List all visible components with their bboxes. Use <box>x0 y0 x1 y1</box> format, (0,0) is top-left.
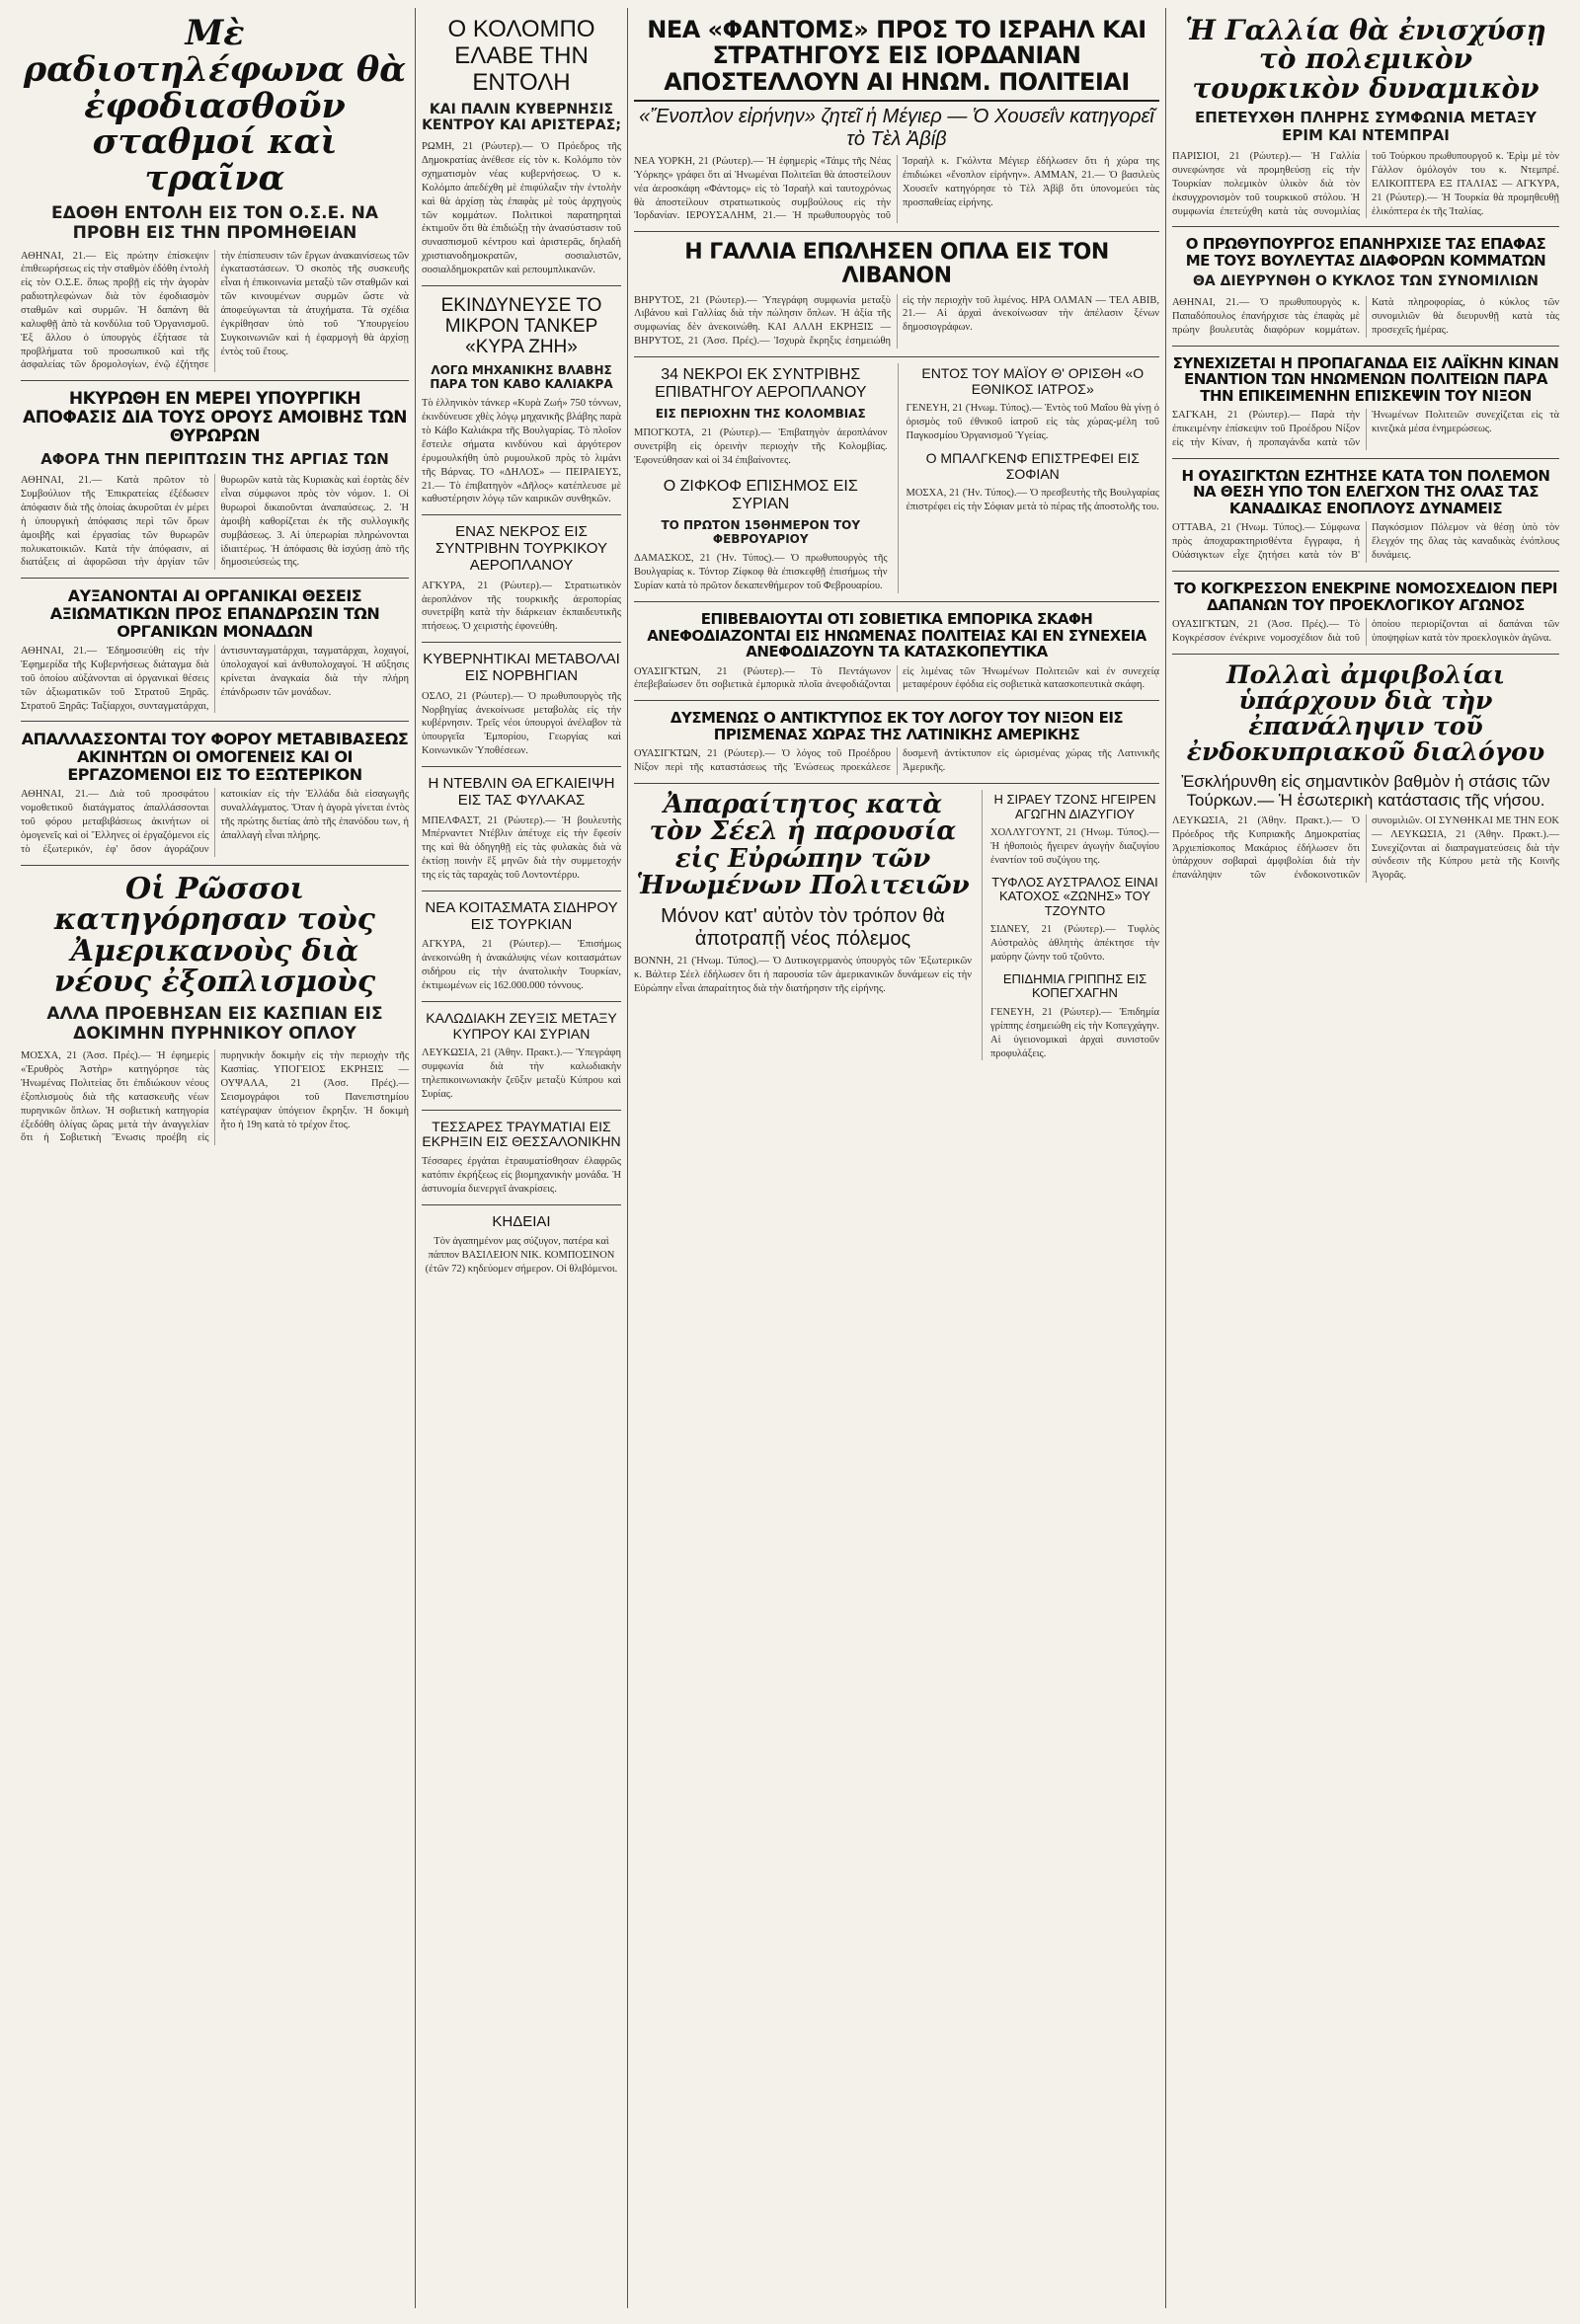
headline: ΤΕΣΣΑΡΕΣ ΤΡΑΥΜΑΤΙΑΙ ΕΙΣ ΕΚΡΗΞΙΝ ΕΙΣ ΘΕΣΣΑΛΟΝΙΚΗΝ <box>422 1118 621 1150</box>
headline: 34 ΝΕΚΡΟΙ ΕΚ ΣΥΝΤΡΙΒΗΣ ΕΠΙΒΑΤΗΓΟΥ ΑΕΡΟΠΛΑΝΟΥ <box>655 366 867 401</box>
article-body: ΑΘΗΝΑΙ, 21.— Ἐδημοσιεύθη εἰς τὴν Ἐφημερίδα τῆς Κυβερνήσεως διάταγμα διὰ τοῦ ὁποίου αὐξάνονται αἱ ὀργανικαὶ θέσεις τῶν ἀξιωματικῶν τοῦ Στρατοῦ Ξηρᾶς. Στρατοῦ Ξηρᾶς: Ταξίαρχοι, συνταγματάρχαι, ἀντισυνταγματάρχαι, ταγματάρχαι, λοχαγοί, ὑπολοχαγοί καὶ ἀνθυπολοχαγοί. Ἡ αὔξησις κρίνεται ἀναγκαία διὰ τὴν πλήρη ἐπάνδρωσιν τῶν μονάδων. <box>21 646 409 712</box>
article-body: ΔΑΜΑΣΚΟΣ, 21 (Ἡν. Τύπος).— Ὁ πρωθυπουργὸς τῆς Βουλγαρίας κ. Τόντορ Ζίφκοφ θὰ ἐπισκεφθῇ ἐπισήμως τὴν Συρίαν κατὰ τὸ πρῶτον δεκαπενθήμερον τοῦ Φεβρουαρίου. <box>634 553 888 592</box>
subheadline: Ἐσκλήρυνθη εἰς σημαντικὸν βαθμὸν ἡ στάσις τῶν Τούρκων.— Ἡ ἐσωτερικὴ κατάστασις τῆς νήσου. <box>1181 771 1550 810</box>
article-colombia-crash <box>634 363 888 593</box>
article-property-tax <box>21 722 409 865</box>
article-phantoms <box>634 8 1159 232</box>
headline: ΑΠΑΛΛΑΣΣΟΝΤΑΙ ΤΟΥ ΦΟΡΟΥ ΜΕΤΑΒΙΒΑΣΕΩΣ ΑΚΙΝΗΤΩΝ ΟΙ ΟΜΟΓΕΝΕΙΣ ΚΑΙ ΟΙ ΕΡΓΑΖΟΜΕΝΟΙ ΕΙΣ ΤΟ ΕΞΩΤΕΡΙΚΟΝ <box>21 730 409 784</box>
article-body: ΧΟΛΛΥΓΟΥΝΤ, 21 (Ἡνωμ. Τύπος).— Ἡ ἠθοποιὸς ἤγειρεν ἀγωγὴν διαζυγίου ἐναντίον τοῦ συζύγου της. <box>990 827 1159 866</box>
subheadline: ΚΑΙ ΠΑΛΙΝ ΚΥΒΕΡΝΗΣΙΣ ΚΕΝΤΡΟΥ ΚΑΙ ΑΡΙΣΤΕΡΑΣ; <box>422 101 621 134</box>
article-briefs-2 <box>982 790 1159 1060</box>
article-pm-contacts <box>1172 227 1559 346</box>
article-iron <box>422 891 621 1002</box>
article-body: ΣΙΔΝΕΥ, 21 (Ρώυτερ).— Τυφλὸς Αὐστραλὸς ἀθλητὴς ἀπέκτησε τὴν μαύρην ζώνην τοῦ τζοῦντο. <box>990 924 1159 963</box>
headline: ΗΚΥΡΩΘΗ ΕΝ ΜΕΡΕΙ ΥΠΟΥΡΓΙΚΗ ΑΠΟΦΑΣΙΣ ΔΙΑ ΤΟΥΣ ΟΡΟΥΣ ΑΜΟΙΒΗΣ ΤΩΝ ΘΥΡΩΡΩΝ <box>23 389 407 446</box>
article-france-turkey <box>1172 8 1559 227</box>
subheadline: ΑΛΛΑ ΠΡΟΕΒΗΣΑΝ ΕΙΣ ΚΑΣΠΙΑΝ ΕΙΣ ΔΟΚΙΜΗΝ ΠΥΡΗΝΙΚΟΥ ΟΠΛΟΥ <box>46 1003 383 1044</box>
article-body: ΒΗΡΥΤΟΣ, 21 (Ρώυτερ).— Ὑπεγράφη συμφωνία μεταξὺ Λιβάνου καὶ Γαλλίας διὰ τὴν πώλησιν ὅπλων. Ἡ ἀξία τῆς συμφωνίας δὲν ἀνεκοινώθη. ΚΑΙ ΑΛΛΗ ΕΚΡΗΞΙΣ — ΒΗΡΥΤΟΣ, 21 (Ἀσσ. Πρές).— Ἰσχυρὰ ἔκρηξις ἐσημειώθη εἰς τὴν περιοχὴν τοῦ λιμένος. ΗΡΑ ΟΛΜΑΝ — ΤΕΛ ΑΒΙΒ, 21.— Αἱ ἀρχαὶ ἀνεκοίνωσαν τὴν ἀπέλασιν ξένων δημοσιογράφων. <box>634 294 1159 348</box>
article-norway <box>422 643 621 767</box>
headline: Η ΣΙΡΑΕΥ ΤΖΟΝΣ ΗΓΕΙΡΕΝ ΑΓΩΓΗΝ ΔΙΑΖΥΓΙΟΥ <box>993 791 1156 821</box>
subheadline: ΘΑ ΔΙΕΥΡΥΝΘΗ Ο ΚΥΚΛΟΣ ΤΩΝ ΣΥΝΟΜΙΛΙΩΝ <box>1193 273 1539 290</box>
article-cable <box>422 1002 621 1111</box>
headline: Ο ΜΠΑΛΓΚΕΝΦ ΕΠΙΣΤΡΕΦΕΙ ΕΙΣ ΣΟΦΙΑΝ <box>925 449 1140 482</box>
headline: ΕΠΙΒΕΒΑΙΟΥΤΑΙ ΟΤΙ ΣΟΒΙΕΤΙΚΑ ΕΜΠΟΡΙΚΑ ΣΚΑΦΗ ΑΝΕΦΟΔΙΑΖΟΝΤΑΙ ΕΙΣ ΗΝΩΜΕΝΑΣ ΠΟΛΙΤΕΙΑΣ ΚΑΙ ΕΝ ΣΥΝΕΧΕΙΑ ΑΝΕΦΟΔΙΑΖΟΥΝ ΤΑ ΚΑΤΑΣΚΟΠΕΥΤΙΚΑ <box>647 610 1146 661</box>
headline: ΕΚΙΝΔΥΝΕΥΣΕ ΤΟ ΜΙΚΡΟΝ ΤΑΝΚΕΡ «ΚΥΡΑ ΖΗΗ» <box>440 294 602 358</box>
article-doormen <box>21 381 409 579</box>
article-body: Τὸ ἑλληνικὸν τάνκερ «Κυρὰ Ζωή» 750 τόννων, ἐκινδύνευσε χθὲς λόγῳ μηχανικῆς βλάβης παρὰ τὸ Κάβο Καλιάκρα τῆς Βουλγαρίας. Τὸ πλοῖον ἔστειλε σήματα κινδύνου καὶ ἀργότερον ἐρυμουλκήθη ὑπὸ ρυμουλκοῦ πρὸς τὸ λιμάνι τῆς Βάρνας. ΤΟ «ΔΗΛΟΣ» — ΠΕΙΡΑΙΕΥΣ, 21.— Τὸ ἐπιβατηγὸν «Δῆλος» κατέπλευσε μὲ καθυστέρησιν λόγῳ τῶν καιρικῶν συνθηκῶν. <box>422 398 621 505</box>
article-body: ΛΕΥΚΩΣΙΑ, 21 (Ἀθην. Πρακτ.).— Ὁ Πρόεδρος τῆς Κυπριακῆς Δημοκρατίας Ἀρχιεπίσκοπος Μακάριος ἐδήλωσεν ὅτι ὑπάρχουν σοβαραὶ ἀμφιβολίαι διὰ τὴν ἐπανάληψιν τῶν ἐνδοκοινοτικῶν συνομιλιῶν. ΟΙ ΣΥΝΘΗΚΑΙ ΜΕ ΤΗΝ ΕΟΚ — ΛΕΥΚΩΣΙΑ, 21 (Ἀθην. Πρακτ.).— Συνεχίζονται αἱ διαπραγματεύσεις διὰ τὴν σύνδεσιν τῆς Κύπρου μετὰ τῆς Κοινῆς Ἀγορᾶς. <box>1172 814 1559 882</box>
article-body: ΑΘΗΝΑΙ, 21.— Διὰ τοῦ προσφάτου νομοθετικοῦ διατάγματος ἀπαλλάσσονται τοῦ φόρου μεταβιβάσεως ἀκινήτων οἱ ὁμογενεῖς καὶ οἱ Ἕλληνες οἱ ἐργαζόμενοι εἰς τὸ ἐξωτερικόν, ἐφ' ὅσον ἀγοράζουν κατοικίαν εἰς τὴν Ἑλλάδα διὰ εἰσαγωγῆς συναλλάγματος. Ὅταν ἡ ἀγορὰ γίνεται ἐντὸς τῆς πρώτης διετίας ἀπὸ τῆς ἐπανόδου των, ἡ ἀπαλλαγὴ εἶναι πλήρης. <box>21 789 409 855</box>
subheadline: ΤΟ ΠΡΩΤΟΝ 15ΘΗΜΕΡΟΝ ΤΟΥ ΦΕΒΡΟΥΑΡΙΟΥ <box>661 517 861 547</box>
subheadline: ΕΠΕΤΕΥΧΘΗ ΠΛΗΡΗΣ ΣΥΜΦΩΝΙΑ ΜΕΤΑΞΥ ΕΡΙΜ ΚΑΙ ΝΤΕΜΠΡΑΙ <box>1194 109 1538 145</box>
newspaper-page <box>15 8 1565 2308</box>
article-colombo <box>422 8 621 286</box>
article-turkish-plane <box>422 515 621 643</box>
article-tanker <box>422 286 621 515</box>
headline: ΕΝΤΟΣ ΤΟΥ ΜΑΪΟΥ Θ' ΟΡΙΣΘΗ «Ο ΕΘΝΙΚΟΣ ΙΑΤΡΟΣ» <box>921 365 1145 397</box>
article-body: ΣΑΓΚΑΗ, 21 (Ρώυτερ).— Παρὰ τὴν ἐπικειμένην ἐπίσκεψιν τοῦ Προέδρου Νίξον εἰς τὴν Κίναν, ἡ προπαγάνδα κατὰ τῶν Ἡνωμένων Πολιτειῶν συνεχίζεται εἰς τὰ κινεζικὰ μέσα ἐνημερώσεως. <box>1172 410 1559 449</box>
article-officers <box>21 579 409 722</box>
article-funerals <box>422 1205 621 1284</box>
headline: ΣΥΝΕΧΙΖΕΤΑΙ Η ΠΡΟΠΑΓΑΝΔΑ ΕΙΣ ΛΑΪΚΗΝ ΚΙΝΑΝ ΕΝΑΝΤΙΟΝ ΤΩΝ ΗΝΩΜΕΝΩΝ ΠΟΛΙΤΕΙΩΝ ΠΑΡΑ ΤΗΝ ΕΠΙΚΕΙΜΕΝΗΝ ΕΠΙΣΚΕΨΙΝ ΤΟΥ ΝΙΞΟΝ <box>1172 353 1559 405</box>
article-canada <box>1172 459 1559 572</box>
headline: Η ΓΑΛΛΙΑ ΕΠΩΛΗΣΕΝ ΟΠΛΑ ΕΙΣ ΤΟΝ ΛΙΒΑΝΟΝ <box>684 240 1109 289</box>
article-congress <box>1172 572 1559 655</box>
headline: ΚΗΔΕΙΑΙ <box>492 1212 551 1230</box>
headline: ΤΥΦΛΟΣ ΑΥΣΤΡΑΛΟΣ ΕΙΝΑΙ ΚΑΤΟΧΟΣ «ΖΩΝΗΣ» ΤΟΥ ΤΖΟΥΝΤΟ <box>991 874 1158 918</box>
headline: ΝΕΑ ΚΟΙΤΑΣΜΑΤΑ ΣΙΔΗΡΟΥ ΕΙΣ ΤΟΥΡΚΙΑΝ <box>425 898 618 933</box>
headline: ΚΑΛΩΔΙΑΚΗ ΖΕΥΞΙΣ ΜΕΤΑΞΥ ΚΥΠΡΟΥ ΚΑΙ ΣΥΡΙΑΝ <box>426 1009 617 1042</box>
article-briefs <box>898 363 1160 593</box>
article-russians <box>21 866 409 1154</box>
subheadline: ΛΟΓΩ ΜΗΧΑΝΙΚΗΣ ΒΛΑΒΗΣ ΠΑΡΑ ΤΟΝ ΚΑΒΟ ΚΑΛΙΑΚΡΑ <box>430 362 613 391</box>
headline: Οἱ Ρῶσσοι κατηγόρησαν τοὺς Ἀμερικανοὺς διὰ νέους ἐξοπλισμοὺς <box>53 871 376 999</box>
article-body: ΛΕΥΚΩΣΙΑ, 21 (Ἀθην. Πρακτ.).— Ὑπεγράφη συμφωνία διὰ τὴν καλωδιακὴν τηλεπικοινωνιακὴν ζεῦξιν μεταξὺ Κύπρου καὶ Συρίας. <box>422 1047 621 1100</box>
headline: Μὲ ραδιοτηλέφωνα θὰ ἐφοδιασθοῦν σταθμοί καὶ τραῖνα <box>23 13 407 198</box>
article-body: ΟΥΑΣΙΓΚΤΩΝ, 21 (Ἀσσ. Πρές).— Τὸ Κογκρέσσον ἐνέκρινε νομοσχέδιον διὰ τοῦ ὁποίου περιορίζονται αἱ δαπάναι τῶν ὑποψηφίων κατὰ τὸν προεκλογικὸν ἀγῶνα. <box>1172 619 1559 644</box>
headline: ΝΕΑ «ΦΑΝΤΟΜΣ» ΠΡΟΣ ΤΟ ΙΣΡΑΗΛ ΚΑΙ ΣΤΡΑΤΗΓΟΥΣ ΕΙΣ ΙΟΡΔΑΝΙΑΝ ΑΠΟΣΤΕΛΛΟΥΝ ΑΙ ΗΝΩΜ. ΠΟΛΙΤΕΙΑΙ <box>647 16 1146 96</box>
article-soviet-ships <box>634 602 1159 701</box>
column-2 <box>415 8 627 2308</box>
article-body: ΠΑΡΙΣΙΟΙ, 21 (Ρώυτερ).— Ἡ Γαλλία συνεφώνησε νὰ προμηθεύσῃ εἰς τὴν Τουρκίαν πολεμικὸν ὑλικὸν διὰ τὸν ἐκσυγχρονισμὸν τοῦ τουρκικοῦ στόλου. Ἡ συμφωνία ἐπετεύχθη κατὰ τὰς συνομιλίας τοῦ Τούρκου πρωθυπουργοῦ κ. Ἐρὶμ μὲ τὸν Γάλλον ὁμόλογόν του κ. Ντεμπρέ. ΕΛΙΚΟΠΤΕΡΑ ΕΞ ΙΤΑΛΙΑΣ — ΑΓΚΥΡΑ, 21 (Ρώυτερ).— Ἡ Τουρκία θὰ προμηθευθῇ ἑλικόπτερα ἐκ τῆς Ἰταλίας. <box>1172 151 1559 217</box>
article-body: ΝΕΑ ΥΟΡΚΗ, 21 (Ρώυτερ).— Ἡ ἐφημερὶς «Τάιμς τῆς Νέας Ὑόρκης» γράφει ὅτι αἱ Ἡνωμέναι Πολιτεῖαι θὰ ἀποστείλουν νέα ἀεροσκάφη «Φάντομς» εἰς τὸ Ἰσραὴλ καὶ ταυτοχρόνως θὰ ἀποστείλουν στρατιωτικοὺς συμβούλους εἰς τὴν Ἰορδανίαν. ΙΕΡΟΥΣΑΛΗΜ, 21.— Ἡ πρωθυπουργὸς τοῦ Ἰσραὴλ κ. Γκόλντα Μέγιερ ἐδήλωσεν ὅτι ἡ χώρα της ἐπιδιώκει «ἔνοπλον εἰρήνην». ΑΜΜΑΝ, 21.— Ὁ βασιλεὺς Χουσεΐν κατηγόρησε τὸ Τὲλ Ἀβὶβ ὅτι ὑπονομεύει τὰς προσπαθείας εἰρήνης. <box>634 155 1159 222</box>
headline: Η ΟΥΑΣΙΓΚΤΩΝ ΕΖΗΤΗΣΕ ΚΑΤΑ ΤΟΝ ΠΟΛΕΜΟΝ ΝΑ ΘΕΣΗ ΥΠΟ ΤΟΝ ΕΛΕΓΧΟΝ ΤΗΣ ΟΛΑΣ ΤΑΣ ΚΑΝΑΔΙΚΑΣ ΕΝΟΠΛΟΥΣ ΔΥΝΑΜΕΙΣ <box>1181 466 1550 517</box>
article-body: ΡΩΜΗ, 21 (Ρώυτερ).— Ὁ Πρόεδρος τῆς Δημοκρατίας ἀνέθεσε εἰς τὸν κ. Κολόμπο τὸν σχηματισμὸν νέας κυβερνήσεως. Ὁ κ. Κολόμπο ἀπεδέχθη μὲ ἐπιφύλαξιν τὴν ἐντολὴν καὶ θὰ ἀρχίσῃ τὰς ἐπαφὰς μὲ τοὺς ἀρχηγοὺς τῶν κομμάτων. Πολιτικοὶ παρατηρηταὶ ἐκτιμοῦν ὅτι θὰ ἐπιδιώξῃ τὴν ἀνασύστασιν τοῦ συνασπισμοῦ κέντρου καὶ ἀριστερᾶς, δηλαδὴ χριστιανοδημοκρατῶν, σοσιαλιστῶν, σοσιαλδημοκρατῶν καὶ ρεπουμπλικανῶν. <box>422 141 621 275</box>
headline: Η ΝΤΕΒΛΙΝ ΘΑ ΕΓΚΑΙΕΙΨΗ ΕΙΣ ΤΑΣ ΦΥΛΑΚΑΣ <box>428 774 615 809</box>
article-nixon-latam <box>634 701 1159 784</box>
article-body: ΟΤΤΑΒΑ, 21 (Ἡνωμ. Τύπος).— Σύμφωνα πρὸς ἀποχαρακτηρισθέντα ἔγγραφα, ἡ Οὐάσιγκτων εἶχε ζητήσει κατὰ τὸν Β' Παγκόσμιον Πόλεμον νὰ θέσῃ ὑπὸ τὸν ἔλεγχόν της ὅλας τὰς καναδικὰς ἐνόπλους δυνάμεις. <box>1172 522 1559 562</box>
article-body: ΑΘΗΝΑΙ, 21.— Κατὰ πρῶτον τὸ Συμβούλιον τῆς Ἐπικρατείας ἐξέδωσεν ἀπόφασιν διὰ τῆς ὁποίας ἀκυροῦται ἐν μέρει ἡ ὑπουργικὴ ἀπόφασις περὶ τῶν ὅρων ἀμοιβῆς καὶ ἐργασίας τῶν θυρωρῶν πολυκατοικιῶν. Κατὰ τὴν ἀπόφασιν, αἱ διατάξεις αἱ ἀφορῶσαι τὴν ἀργίαν τῶν θυρωρῶν κατὰ τὰς Κυριακὰς καὶ ἑορτὰς δὲν εἶναι σύμφωνοι πρὸς τὸν νόμον. 1. Οἱ θυρωροὶ δικαιοῦνται ἀναπαύσεως. 2. Ἡ ἀμοιβὴ καθορίζεται ἐκ τῆς συλλογικῆς συμβάσεως. 3. Αἱ ὑπερωρίαι πληρώνονται ἰδιαιτέρως. Ἡ ἀπόφασις θὰ ἰσχύσῃ ἀπὸ τῆς δημοσιεύσεώς της. <box>21 475 409 569</box>
column-4 <box>1165 8 1565 2308</box>
headline: ΕΝΑΣ ΝΕΚΡΟΣ ΕΙΣ ΣΥΝΤΡΙΒΗΝ ΤΟΥΡΚΙΚΟΥ ΑΕΡΟΠΛΑΝΟΥ <box>434 523 607 574</box>
article-radiotelephones <box>21 8 409 381</box>
subheadline: ΑΦΟΡΑ ΤΗΝ ΠΕΡΙΠΤΩΣΙΝ ΤΗΣ ΑΡΓΙΑΣ ΤΩΝ <box>40 450 389 469</box>
article-body: ΓΕΝΕΥΗ, 21 (Ἡνωμ. Τύπος).— Ἐντὸς τοῦ Μαΐου θὰ γίνῃ ὁ ὁρισμὸς τοῦ ἐθνικοῦ ἰατροῦ εἰς τὰς χώρας-μέλη τοῦ Παγκοσμίου Ὀργανισμοῦ Ὑγείας. <box>906 403 1159 442</box>
article-body: ΒΟΝΝΗ, 21 (Ἡνωμ. Τύπος).— Ὁ Δυτικογερμανὸς ὑπουργὸς τῶν Ἐξωτερικῶν κ. Βάλτερ Σέελ ἐδήλωσεν ὅτι ἡ παρουσία τῶν ἀμερικανικῶν δυνάμεων εἰς τὴν Εὐρώπην εἶναι ἀπαραίτητος διὰ τὴν διατήρησιν τῆς εἰρήνης. <box>634 955 972 994</box>
subheadline: Μόνον κατ' αὐτὸν τὸν τρόπον θὰ ἀποτραπῇ νέος πόλεμος <box>661 905 945 950</box>
article-cyprus <box>1172 655 1559 891</box>
article-body: ΑΘΗΝΑΙ, 21.— Ὁ πρωθυπουργὸς κ. Παπαδόπουλος ἐπανήρχισε τὰς ἐπαφὰς μὲ πρώην βουλευτὰς διαφόρων κομμάτων. Κατὰ πληροφορίας, ὁ κύκλος τῶν συνομιλιῶν θὰ διευρυνθῇ κατὰ τὰς προσεχεῖς ἡμέρας. <box>1172 297 1559 336</box>
headline: ΤΟ ΚΟΓΚΡΕΣΣΟΝ ΕΝΕΚΡΙΝΕ ΝΟΜΟΣΧΕΔΙΟΝ ΠΕΡΙ ΔΑΠΑΝΩΝ ΤΟΥ ΠΡΟΕΚΛΟΓΙΚΟΥ ΑΓΩΝΟΣ <box>1174 580 1557 614</box>
article-france-lebanon <box>634 232 1159 357</box>
headline: ΕΠΙΔΗΜΙΑ ΓΡΙΠΠΗΣ ΕΙΣ ΚΟΠΕΓΧΑΓΗΝ <box>1002 970 1147 1001</box>
column-3 <box>627 8 1165 2308</box>
article-body: Τέσσαρες ἐργάται ἐτραυματίσθησαν ἐλαφρῶς κατόπιν ἐκρήξεως εἰς βιομηχανικὴν μονάδα. Ἡ ἀστυνομία διενεργεῖ ἀνακρίσεις. <box>422 1156 621 1195</box>
subheadline: «Ἔνοπλον εἰρήνην» ζητεῖ ἡ Μέγιερ — Ὁ Χουσεΐν κατηγορεῖ τὸ Τὲλ Ἀβίβ <box>639 106 1154 150</box>
article-body: ΜΟΣΧΑ, 21 (Ἡν. Τύπος).— Ὁ πρεσβευτὴς τῆς Βουλγαρίας ἐπιστρέφει εἰς τὴν Σόφιαν μετὰ τὸ πέρας τῆς ἀποστολῆς του. <box>906 488 1159 513</box>
column-1 <box>15 8 415 2308</box>
article-scheel <box>634 790 972 1060</box>
headline: Ο ΠΡΩΘΥΠΟΥΡΓΟΣ ΕΠΑΝΗΡΧΙΣΕ ΤΑΣ ΕΠΑΦΑΣ ΜΕ ΤΟΥΣ ΒΟΥΛΕΥΤΑΣ ΔΙΑΦΟΡΩΝ ΚΟΜΜΑΤΩΝ <box>1185 235 1546 270</box>
article-row-mixed <box>634 357 1159 602</box>
subheadline: ΕΔΟΘΗ ΕΝΤΟΛΗ ΕΙΣ ΤΟΝ Ο.Σ.Ε. ΝΑ ΠΡΟΒΗ ΕΙΣ ΤΗΝ ΠΡΟΜΗΘΕΙΑΝ <box>50 202 379 244</box>
headline: Ἀπαραίτητος κατὰ τὸν Σέελ ἡ παρουσία εἰς Εὐρώπην τῶν Ἡνωμένων Πολιτειῶν <box>636 789 970 900</box>
article-body: ΟΥΑΣΙΓΚΤΩΝ, 21 (Ρώυτερ).— Ὁ λόγος τοῦ Προέδρου Νίξον περὶ τῆς καταστάσεως τῆς Ἑνώσεως προεκάλεσε δυσμενῆ ἀντίκτυπον εἰς ὡρισμένας χώρας τῆς Λατινικῆς Ἀμερικῆς. <box>634 748 1159 774</box>
article-row-bottom <box>634 784 1159 1068</box>
article-body: ΜΠΟΓΚΟΤΑ, 21 (Ρώυτερ).— Ἐπιβατηγὸν ἀεροπλάνον συνετρίβη εἰς ὀρεινὴν περιοχὴν τῆς Κολομβίας. Ἐφονεύθησαν καὶ οἱ 34 ἐπιβαίνοντες. <box>634 427 888 466</box>
article-body: ΜΠΕΛΦΑΣΤ, 21 (Ρώυτερ).— Ἡ βουλευτὴς Μπέρναντετ Ντέβλιν ἀπέτυχε εἰς τὴν ἔφεσίν της καὶ θὰ ὁδηγηθῇ εἰς τὰς φυλακὰς διὰ νὰ ἐκτίσῃ ποινὴν ἓξ μηνῶν διὰ τὴν συμμετοχήν της εἰς τὰς ταραχὰς τοῦ Λοντοντέρρυ. <box>422 814 621 882</box>
article-body: ΑΓΚΥΡΑ, 21 (Ρώυτερ).— Ἐπισήμως ἀνεκοινώθη ἡ ἀνακάλυψις νέων κοιτασμάτων σιδήρου εἰς τὴν ἀνατολικὴν Τουρκίαν, ἐκτιμωμένων εἰς 162.000.000 τόννους. <box>422 939 621 992</box>
article-body: ΟΥΑΣΙΓΚΤΩΝ, 21 (Ρώυτερ).— Τὸ Πεντάγωνον ἐπεβεβαίωσεν ὅτι σοβιετικὰ ἐμπορικὰ πλοῖα ἀνεφοδιάζονται εἰς λιμένας τῶν Ἡνωμένων Πολιτειῶν καὶ ἐν συνεχείᾳ μεταφέρουν ἐφόδια εἰς σοβιετικὰ κατασκοπευτικὰ σκάφη. <box>634 665 1159 691</box>
article-body: ΟΣΛΟ, 21 (Ρώυτερ).— Ὁ πρωθυπουργὸς τῆς Νορβηγίας ἀνεκοίνωσε μεταβολὰς εἰς τὴν κυβέρνησιν. Τρεῖς νέοι ὑπουργοὶ ἀνέλαβον τὰ ὑπουργεῖα Ἐμπορίου, Γεωργίας καὶ Κοινωνικῶν Ὑποθέσεων. <box>422 690 621 757</box>
subheadline: ΕΙΣ ΠΕΡΙΟΧΗΝ ΤΗΣ ΚΟΛΟΜΒΙΑΣ <box>655 406 866 421</box>
headline: Ἡ Γαλλία θὰ ἐνισχύσῃ τὸ πολεμικὸν τουρκικὸν δυναμικὸν <box>1185 14 1546 105</box>
headline: ΔΥΣΜΕΝΩΣ Ο ΑΝΤΙΚΤΥΠΟΣ ΕΚ ΤΟΥ ΛΟΓΟΥ ΤΟΥ ΝΙΞΟΝ ΕΙΣ ΠΡΙΣΜΕΝΑΣ ΧΩΡΑΣ ΤΗΣ ΛΑΤΙΝΙΚΗΣ ΑΜΕΡΙΚΗΣ <box>670 709 1124 743</box>
article-body: Τὸν ἀγαπημένον μας σύζυγον, πατέρα καὶ πάππον ΒΑΣΙΛΕΙΟΝ ΝΙΚ. ΚΟΜΠΟΣΙΝΟΝ (ἐτῶν 72) κηδεύομεν σήμερον. Οἱ θλιβόμενοι. <box>425 1236 618 1276</box>
article-china <box>1172 347 1559 459</box>
article-body: ΑΓΚΥΡΑ, 21 (Ρώυτερ).— Στρατιωτικὸν ἀεροπλάνον τῆς τουρκικῆς ἀεροπορίας συνετρίβη κατὰ τὴν διάρκειαν ἐκπαιδευτικῆς πτήσεως. Ὁ χειριστὴς ἐφονεύθη. <box>422 580 621 633</box>
article-body: ΜΟΣΧΑ, 21 (Ἀσσ. Πρές).— Ἡ ἐφημερὶς «Ἐρυθρὸς Ἀστὴρ» κατηγόρησε τὰς Ἡνωμένας Πολιτείας ὅτι ἐπιδιώκουν νέους ἐξοπλισμοὺς διὰ τῆς κατασκευῆς νέων πυρηνικῶν ὅπλων. Ἡ σοβιετικὴ κατηγορία ἐξεδόθη ὀλίγας ὥρας μετὰ τὴν ἀναγγελίαν ὅτι ἡ Σοβιετικὴ Ἕνωσις προέβη εἰς πυρηνικὴν δοκιμὴν εἰς τὴν περιοχὴν τῆς Κασπίας. ΥΠΟΓΕΙΟΣ ΕΚΡΗΞΙΣ — ΟΥΨΑΛΑ, 21 (Ἀσσ. Πρές).— Σεισμογράφοι τοῦ Πανεπιστημίου κατέγραψαν ὑπόγειον ἔκρηξιν. Ἡ δοκιμὴ ἦτο ἡ 19η κατὰ τὸ τρέχον ἔτος. <box>21 1050 409 1144</box>
headline: Πολλαὶ ἀμφιβολίαι ὑπάρχουν διὰ τὴν ἐπανάληψιν τοῦ ἐνδοκυπριακοῦ διαλόγου <box>1186 659 1545 767</box>
article-devlin <box>422 767 621 891</box>
headline: ΚΥΒΕΡΝΗΤΙΚΑΙ ΜΕΤΑΒΟΛΑΙ ΕΙΣ ΝΟΡΒΗΓΙΑΝ <box>423 651 620 684</box>
headline: Ο ΚΟΛΟΜΠΟ ΕΛΑΒΕ ΤΗΝ ΕΝΤΟΛΗ <box>447 16 595 96</box>
article-body: ΓΕΝΕΥΗ, 21 (Ρώυτερ).— Ἐπιδημία γρίππης ἐσημειώθη εἰς τὴν Κοπεγχάγην. Αἱ ὑγειονομικαὶ ἀρχαὶ συνιστοῦν προφυλάξεις. <box>990 1006 1159 1059</box>
article-body: ΑΘΗΝΑΙ, 21.— Εἰς πρώτην ἐπίσκεψιν ἐπιθεωρήσεως εἰς τὴν σταθμὸν ἐδόθη ἐντολὴ εἰς τὸν Ο.Σ.Ε. ὅπως προβῇ εἰς τὴν ἀγορὰν ραδιοτηλεφώνων διὰ τὸν ἐφοδιασμὸν σταθμῶν καὶ συρμῶν. Ἡ δαπάνη θὰ καλυφθῇ ἀπὸ τὰ κονδύλια τοῦ Ὀργανισμοῦ. Ἐξ ἄλλου ὁ ὑπουργὸς ἐξήτασε τὰ προβλήματα τοῦ προσωπικοῦ καὶ τῆς ἀσφαλείας τῶν δρομολογίων, ἐνῷ ἐζήτησε τὴν ἐπίσπευσιν τῶν ἔργων ἀνακαινίσεως τῶν ἐγκαταστάσεων. Ὁ σκοπὸς τῆς συσκευῆς εἶναι ἡ ἐπικοινωνία μεταξὺ τῶν σταθμῶν καὶ τῶν κινουμένων συρμῶν ὥστε νὰ ἀποφεύγωνται τὰ ἀτυχήματα. Τὰ σχέδια ἐγκρίθησαν ὑπὸ τοῦ Ὑπουργείου Συγκοινωνιῶν καὶ ἡ ἐφαρμογὴ θὰ ἀρχίσῃ ἐντὸς τοῦ ἔτους. <box>21 250 409 371</box>
headline: ΑΥΞΑΝΟΝΤΑΙ ΑΙ ΟΡΓΑΝΙΚΑΙ ΘΕΣΕΙΣ ΑΞΙΩΜΑΤΙΚΩΝ ΠΡΟΣ ΕΠΑΝΔΡΩΣΙΝ ΤΩΝ ΟΡΓΑΝΙΚΩΝ ΜΟΝΑΔΩΝ <box>49 586 380 641</box>
article-explosion <box>422 1111 621 1205</box>
headline: Ο ΖΙΦΚΟΦ ΕΠΙΣΗΜΟΣ ΕΙΣ ΣΥΡΙΑΝ <box>663 477 858 512</box>
